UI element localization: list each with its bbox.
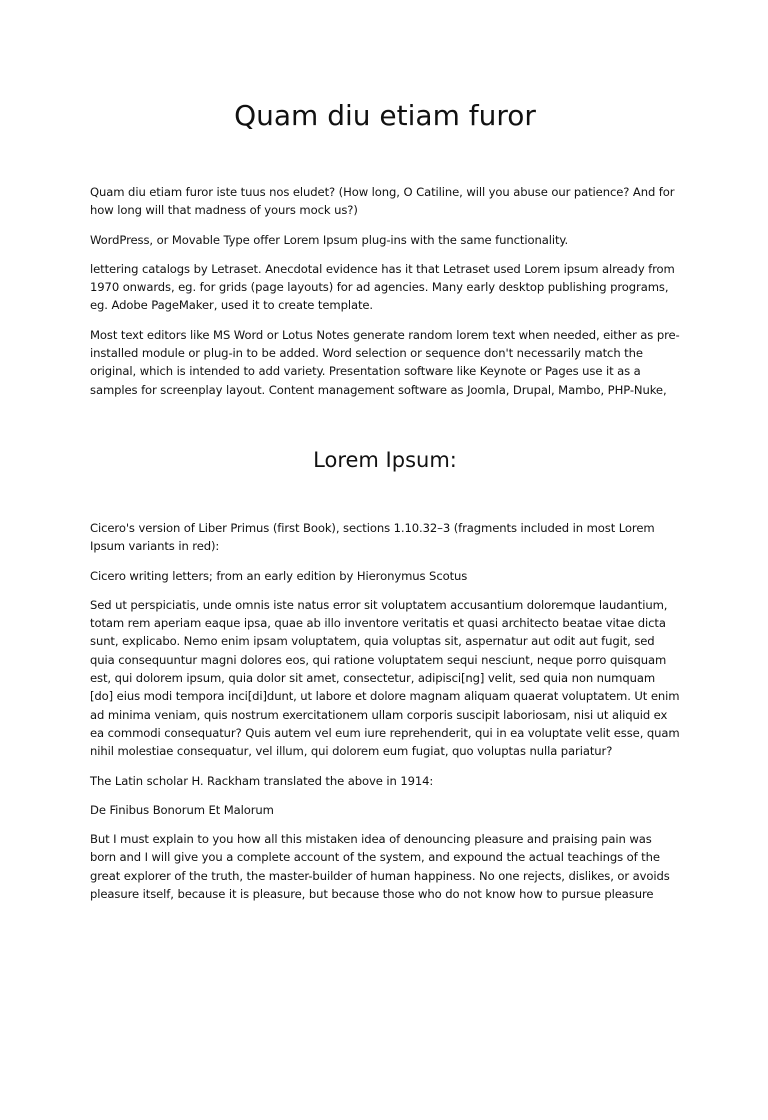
paragraph: The Latin scholar H. Rackham translated the above in 1914: <box>90 773 434 788</box>
paragraph: lettering catalogs by Letraset. Anecdotal evidence has it that Letraset used Lorem ipsum already from 1970 onwards, eg. for grids (page layouts) for ad agencies. Many early desktop publishing programs, eg. Adobe PageMaker, used it to create template. <box>90 261 675 313</box>
paragraph: De Finibus Bonorum Et Malorum <box>90 802 274 817</box>
intro-section <box>90 183 680 399</box>
paragraph: Quam diu etiam furor iste tuus nos eludet? (How long, O Catiline, will you abuse our patience? And for how long will that madness of yours mock us?) <box>90 185 675 218</box>
paragraph: WordPress, or Movable Type offer Lorem Ipsum plug-ins with the same functionality. <box>90 232 569 247</box>
page-title: Quam diu etiam furor <box>234 99 536 132</box>
paragraph: Cicero writing letters; from an early edition by Hieronymus Scotus <box>90 568 468 583</box>
paragraph: Most text editors like MS Word or Lotus Notes generate random lorem text when needed, either as pre-installed module or plug-in to be added. Word selection or sequence don't necessarily match the original, which is intended to add variety. Presentation software like Keynote or Pages use it as a samples for screenplay layout. Content management software as Joomla, Drupal, Mambo, PHP-Nuke, <box>90 327 680 397</box>
paragraph: Cicero's version of Liber Primus (first Book), sections 1.10.32–3 (fragments included in most Lorem Ipsum variants in red): <box>90 520 655 554</box>
paragraph: Sed ut perspiciatis, unde omnis iste natus error sit voluptatem accusantium doloremque laudantium, totam rem aperiam eaque ipsa, quae ab illo inventore veritatis et quasi architecto beatae vitae dicta sunt, explicabo. Nemo enim ipsam voluptatem, quia voluptas sit, aspernatur aut odit aut fugit, sed quia consequuntur magni dolores eos, qui ratione voluptatem sequi nesciunt, neque porro quisquam est, qui dolorem ipsum, quia dolor sit amet, consectetur, adipisci[ng] velit, sed quia non numquam [do] eius modi tempora inci[di]dunt, ut labore et dolore magnam aliquam quaerat voluptatem. Ut enim ad minima veniam, quis nostrum exercitationem ullam corporis suscipit laboriosam, nisi ut aliquid ex ea commodi consequatur? Quis autem vel eum iure reprehenderit, qui in ea voluptate velit esse, quam nihil molestiae consequatur, vel illum, qui dolorem eum fugiat, quo voluptas nulla pariatur? <box>90 597 680 759</box>
section-heading: Lorem Ipsum: <box>313 447 457 472</box>
lorem-ipsum-section <box>90 519 680 903</box>
document-page <box>0 96 768 1120</box>
paragraph: But I must explain to you how all this mistaken idea of denouncing pleasure and praising pain was born and I will give you a complete account of the system, and expound the actual teachings of the great explorer of the truth, the master-builder of human happiness. No one rejects, dislikes, or avoids pleasure itself, because it is pleasure, but because those who do not know how to pursue pleasure <box>90 832 670 902</box>
